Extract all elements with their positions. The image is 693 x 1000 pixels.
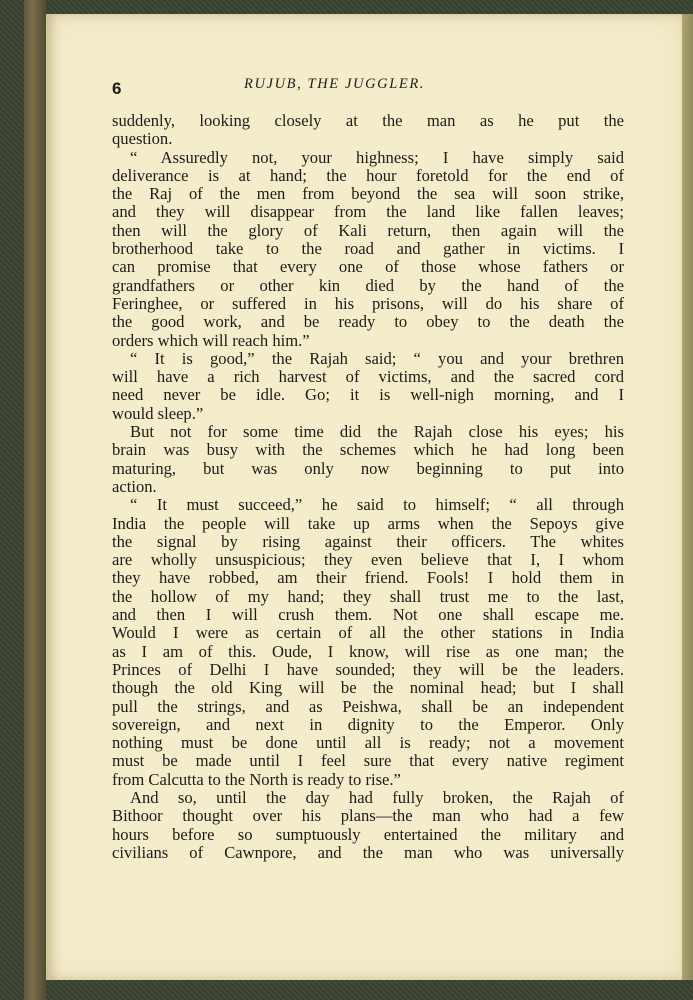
text-line: India the people will take up arms when the Sepoys give xyxy=(112,513,624,533)
text-line: they have robbed, am their friend. Fools! I hold them in xyxy=(112,568,624,588)
text-line: though the old King will be the nominal head; but I shall xyxy=(112,678,624,698)
text-line: need never be idle. Go; it is well-nigh morning, and I xyxy=(112,385,624,405)
text-line: can promise that every one of those whose fathers or xyxy=(112,257,624,277)
text-line: the good work, and be ready to obey to the death the xyxy=(112,312,624,332)
text-line: grandfathers or other kin died by the hand of the xyxy=(112,275,624,295)
text-line: must be made until I feel sure that every native regiment xyxy=(112,751,624,771)
text-line: the Raj of the men from beyond the sea will soon strike, xyxy=(112,184,624,204)
body-text xyxy=(112,112,624,862)
text-line: the hollow of my hand; they shall trust me to the last, xyxy=(112,586,624,606)
text-line: and they will disappear from the land like fallen leaves; xyxy=(112,202,624,222)
text-line: deliverance is at hand; the hour foretold for the end of xyxy=(112,165,624,185)
text-line: “ Assuredly not, your highness; I have simply said xyxy=(130,147,624,167)
text-line: are wholly unsuspicious; they even believe that I, I whom xyxy=(112,550,624,570)
text-line: question. xyxy=(112,129,173,149)
text-line: pull the strings, and as Peishwa, shall be an independent xyxy=(112,696,624,716)
text-line: Bithoor thought over his plans—the man who had a few xyxy=(112,806,624,826)
text-line: nothing must be done until all is ready; not a movement xyxy=(112,733,624,753)
text-line: hours before so sumptuously entertained the military and xyxy=(112,824,624,844)
text-line: and then I will crush them. Not one shall escape me. xyxy=(112,605,624,625)
text-line: the signal by rising against their officers. The whites xyxy=(112,531,624,551)
text-line: Princes of Delhi I have sounded; they will be the leaders. xyxy=(112,659,624,679)
text-line: civilians of Cawnpore, and the man who was universally xyxy=(112,842,624,862)
cover-spine xyxy=(24,0,46,1000)
text-line: from Calcutta to the North is ready to rise.” xyxy=(112,769,401,789)
text-line: Feringhee, or suffered in his prisons, will do his share of xyxy=(112,293,624,313)
text-line: And so, until the day had fully broken, the Rajah of xyxy=(130,787,624,807)
text-line: “ It must succeed,” he said to himself; “ all through xyxy=(130,495,624,515)
text-line: Would I were as certain of all the other stations in India xyxy=(112,623,624,643)
text-line: would sleep.” xyxy=(112,403,204,423)
text-line: then will the glory of Kali return, then again will the xyxy=(112,220,624,240)
text-line: suddenly, looking closely at the man as he put the xyxy=(112,111,624,130)
text-line: maturing, but was only now beginning to put into xyxy=(112,458,624,478)
text-line: action. xyxy=(112,476,157,496)
text-line: sovereign, and next in dignity to the Emperor. Only xyxy=(112,714,624,734)
page-number: 6 xyxy=(112,79,122,98)
text-line: brotherhood take to the road and gather in victims. I xyxy=(112,239,624,259)
text-line: brain was busy with the schemes which he had long been xyxy=(112,440,624,460)
text-line: as I am of this. Oude, I know, will rise as one man; the xyxy=(112,641,624,661)
text-line: But not for some time did the Rajah close his eyes; his xyxy=(130,422,624,442)
page-header xyxy=(112,76,572,98)
running-head: RUJUB, THE JUGGLER. xyxy=(244,76,426,92)
text-line: orders which will reach him.” xyxy=(112,330,310,350)
text-line: “ It is good,” the Rajah said; “ you and your brethren xyxy=(130,348,624,368)
page-edges xyxy=(681,14,693,980)
text-line: will have a rich harvest of victims, and the sacred cord xyxy=(112,367,624,387)
